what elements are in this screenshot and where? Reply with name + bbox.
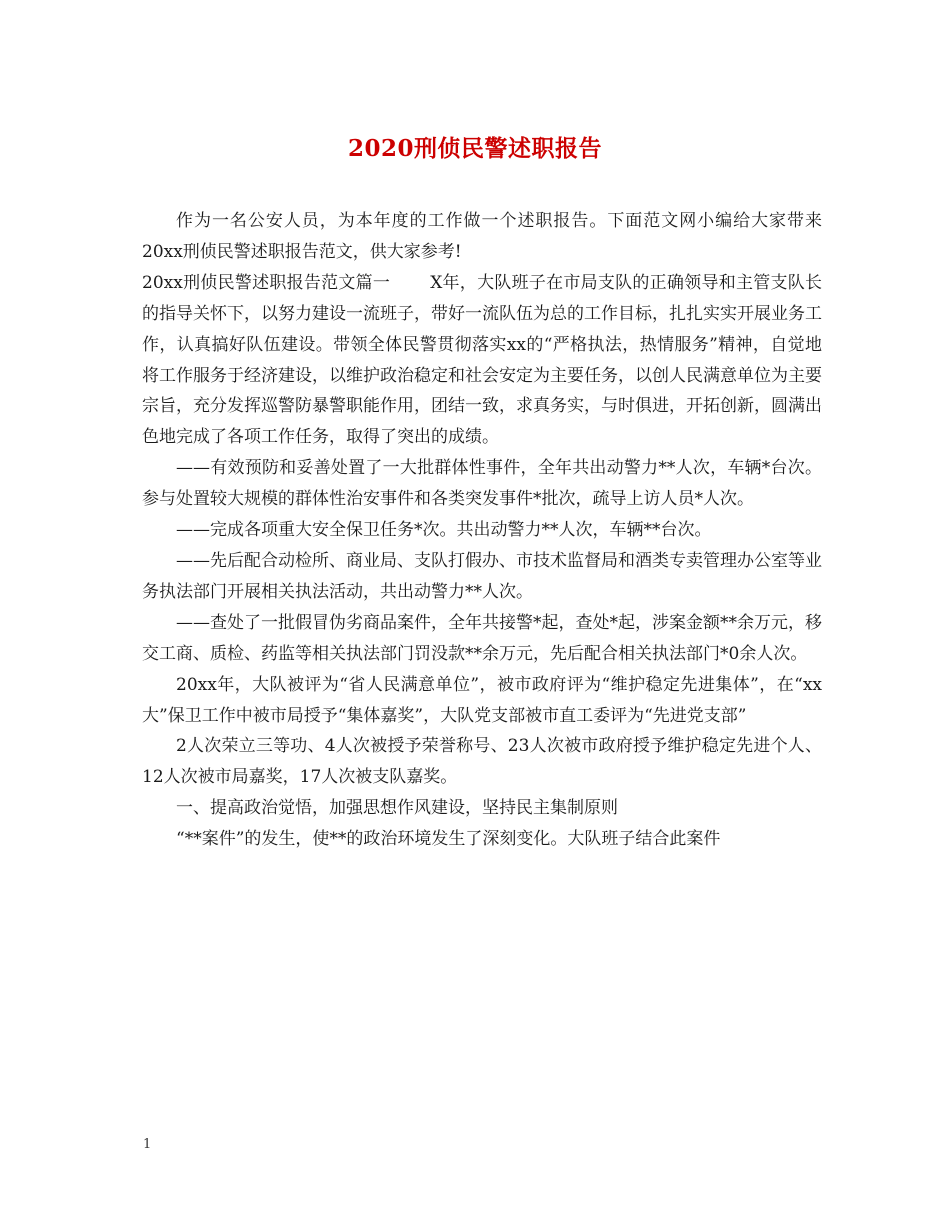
section-paragraph <box>142 268 822 453</box>
paragraph-2: ——有效预防和妥善处置了一大批群体性事件，全年共出动警力**人次，车辆*台次。参与处置较大规模的群体性治安事件和各类突发事件*批次，疏导上访人员*人次。 <box>142 458 822 510</box>
paragraph-8: 一、提高政治觉悟，加强思想作风建设，坚持民主集制原则 <box>176 798 618 819</box>
paragraph-7: 2人次荣立三等功、4人次被授予荣誉称号、23人次被市政府授予维护稳定先进个人、12人次被市局嘉奖，17人次被支队嘉奖。 <box>142 736 822 788</box>
intro-paragraph: 作为一名公安人员，为本年度的工作做一个述职报告。下面范文网小编给大家带来20xx刑侦民警述职报告范文，供大家参考! <box>142 211 822 262</box>
paragraph-1-text: X年，大队班子在市局支队的正确领导和主管支队长的指导关怀下，以努力建设一流班子，带好一流队伍为总的工作目标，扎扎实实开展业务工作，认真搞好队伍建设。带领全体民警贯彻落实xx的“严格执法，热情服务”精神，自觉地将工作服务于经济建设，以维护政治稳定和社会安定为主要任务，以创人民满意单位为主要宗旨，充分发挥巡警防暴警职能作用，团结一致，求真务实，与时俱进，开拓创新，圆满出色地完成了各项工作任务，取得了突出的成绩。 <box>142 272 822 448</box>
document-body <box>142 206 822 855</box>
paragraph-3: ——完成各项重大安全保卫任务*次。共出动警力**人次，车辆**台次。 <box>176 520 712 541</box>
section-heading: 20xx刑侦民警述职报告范文篇一 <box>142 272 391 293</box>
document-title: 2020刑侦民警述职报告 <box>347 135 602 162</box>
paragraph-6: 20xx年，大队被评为“省人民满意单位”，被市政府评为“维护稳定先进集体”，在“xx大”保卫工作中被市局授予“集体嘉奖”，大队党支部被市直工委评为“先进党支部” <box>142 674 822 726</box>
paragraph-5: ——查处了一批假冒伪劣商品案件，全年共接警*起，查处*起，涉案金额**余万元，移交工商、质检、药监等相关执法部门罚没款**余万元，先后配合相关执法部门*0余人次。 <box>142 612 822 664</box>
page-number: 1 <box>143 1137 152 1152</box>
paragraph-9: “**案件”的发生，使**的政治环境发生了深刻变化。大队班子结合此案件 <box>176 829 721 850</box>
paragraph-4: ——先后配合动检所、商业局、支队打假办、市技术监督局和酒类专卖管理办公室等业务执法部门开展相关执法活动，共出动警力**人次。 <box>142 550 822 602</box>
